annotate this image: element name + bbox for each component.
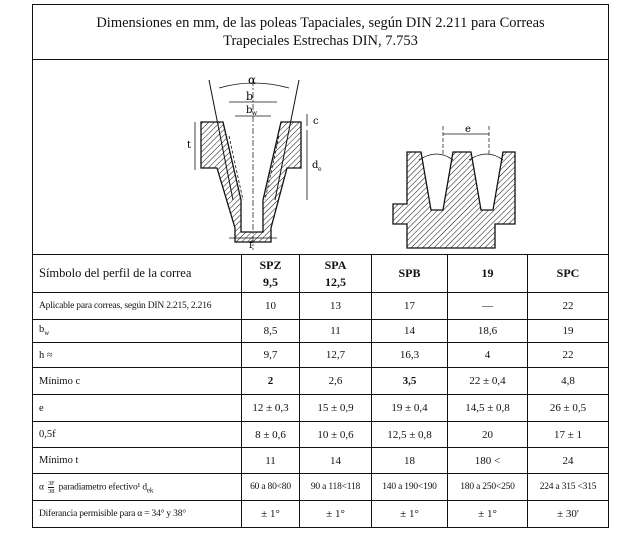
cell: 9,7	[242, 343, 300, 368]
cell: 15 ± 0,9	[300, 395, 372, 422]
f-label: f	[249, 240, 253, 251]
cell: ± 1°	[242, 501, 300, 528]
pulley-drawings	[33, 60, 607, 254]
figure-panel	[33, 60, 609, 255]
row-label: 0,5f	[33, 422, 242, 448]
cell: 17 ± 1	[528, 422, 609, 448]
cell: 11	[300, 320, 372, 343]
cell: 12 ± 0,3	[242, 395, 300, 422]
title-line-1: Dimensiones en mm, de las poleas Tapaciales, según DIN 2.211 para Correas	[96, 15, 545, 31]
cell: 17	[372, 293, 448, 320]
b-label: b	[246, 90, 254, 103]
d-label: d	[312, 160, 319, 171]
table-row	[33, 395, 609, 422]
cell: 4	[448, 343, 528, 368]
cell: ± 1°	[300, 501, 372, 528]
cell: 13	[300, 293, 372, 320]
cell: 26 ± 0,5	[528, 395, 609, 422]
row-label: Mínimo c	[33, 368, 242, 395]
cell: 12,7	[300, 343, 372, 368]
table-row	[33, 320, 609, 343]
header-row	[33, 255, 609, 293]
cell: 180 <	[448, 448, 528, 474]
cell: ± 1°	[372, 501, 448, 528]
document-frame	[32, 4, 608, 537]
column-header-spz: SPZ 9,5	[242, 255, 300, 293]
pulley-dimensions-table	[32, 4, 609, 528]
table-row	[33, 474, 609, 501]
cell: 180 a 250<250	[448, 474, 528, 501]
cell: 8 ± 0,6	[242, 422, 300, 448]
fraction: $\frac{3F}{38}$	[47, 479, 55, 495]
table-row	[33, 448, 609, 474]
cell: ± 30'	[528, 501, 609, 528]
cell: 224 a 315 <315	[528, 474, 609, 501]
cell: 14	[300, 448, 372, 474]
column-header-spb: SPB	[372, 255, 448, 293]
cell: 8,5	[242, 320, 300, 343]
column-header-spa: SPA 12,5	[300, 255, 372, 293]
cell: 90 a 118<118	[300, 474, 372, 501]
cell: 18	[372, 448, 448, 474]
c-label: c	[313, 116, 319, 127]
multi-groove-drawing	[393, 124, 515, 248]
column-header-19: 19	[448, 255, 528, 293]
cell: 2	[242, 368, 300, 395]
cell: 60 a 80<80	[242, 474, 300, 501]
cell: 2,6	[300, 368, 372, 395]
table-row	[33, 368, 609, 395]
cell: 22 ± 0,4	[448, 368, 528, 395]
table-row	[33, 343, 609, 368]
cell: 22	[528, 343, 609, 368]
bw-sub-label: w	[252, 110, 258, 117]
cell: ± 1°	[448, 501, 528, 528]
e-label: e	[465, 124, 471, 135]
cell: 20	[448, 422, 528, 448]
table-row	[33, 501, 609, 528]
row-label: Aplicable para correas, según DIN 2.215, 2.216	[33, 293, 242, 320]
single-groove-drawing	[187, 73, 322, 251]
cell: 19	[528, 320, 609, 343]
row-label: h ≈	[33, 343, 242, 368]
title-line-2: Trapeciales Estrechas DIN, 7.753	[223, 33, 418, 49]
row-label: $b_w$	[33, 320, 242, 343]
d-sub-label: e	[318, 166, 322, 173]
cell: 19 ± 0,4	[372, 395, 448, 422]
row-label: Mínimo t	[33, 448, 242, 474]
cell: —	[448, 293, 528, 320]
cell: 12,5 ± 0,8	[372, 422, 448, 448]
document-title	[33, 5, 609, 60]
table-row	[33, 293, 609, 320]
row-label: e	[33, 395, 242, 422]
cell: 14,5 ± 0,8	[448, 395, 528, 422]
cell: 10 ± 0,6	[300, 422, 372, 448]
cell: 11	[242, 448, 300, 474]
row-label: Diferancia permisible para α = 34° y 38°	[33, 501, 242, 528]
cell: 24	[528, 448, 609, 474]
cell: 3,5	[372, 368, 448, 395]
cell: 4,8	[528, 368, 609, 395]
column-header-spc: SPC	[528, 255, 609, 293]
cell: 16,3	[372, 343, 448, 368]
header-label: Símbolo del perfil de la correa	[33, 255, 242, 293]
cell: 18,6	[448, 320, 528, 343]
alpha-label: α	[248, 73, 257, 87]
cell: 140 a 190<190	[372, 474, 448, 501]
bw-label: b	[246, 105, 253, 116]
cell: 22	[528, 293, 609, 320]
cell: 14	[372, 320, 448, 343]
cell: 10	[242, 293, 300, 320]
table-row	[33, 422, 609, 448]
row-label: α $\frac{3F}{38}$ paradiametro efectivo¹ $d_{ek}$	[33, 474, 242, 501]
t-label: t	[187, 140, 192, 151]
